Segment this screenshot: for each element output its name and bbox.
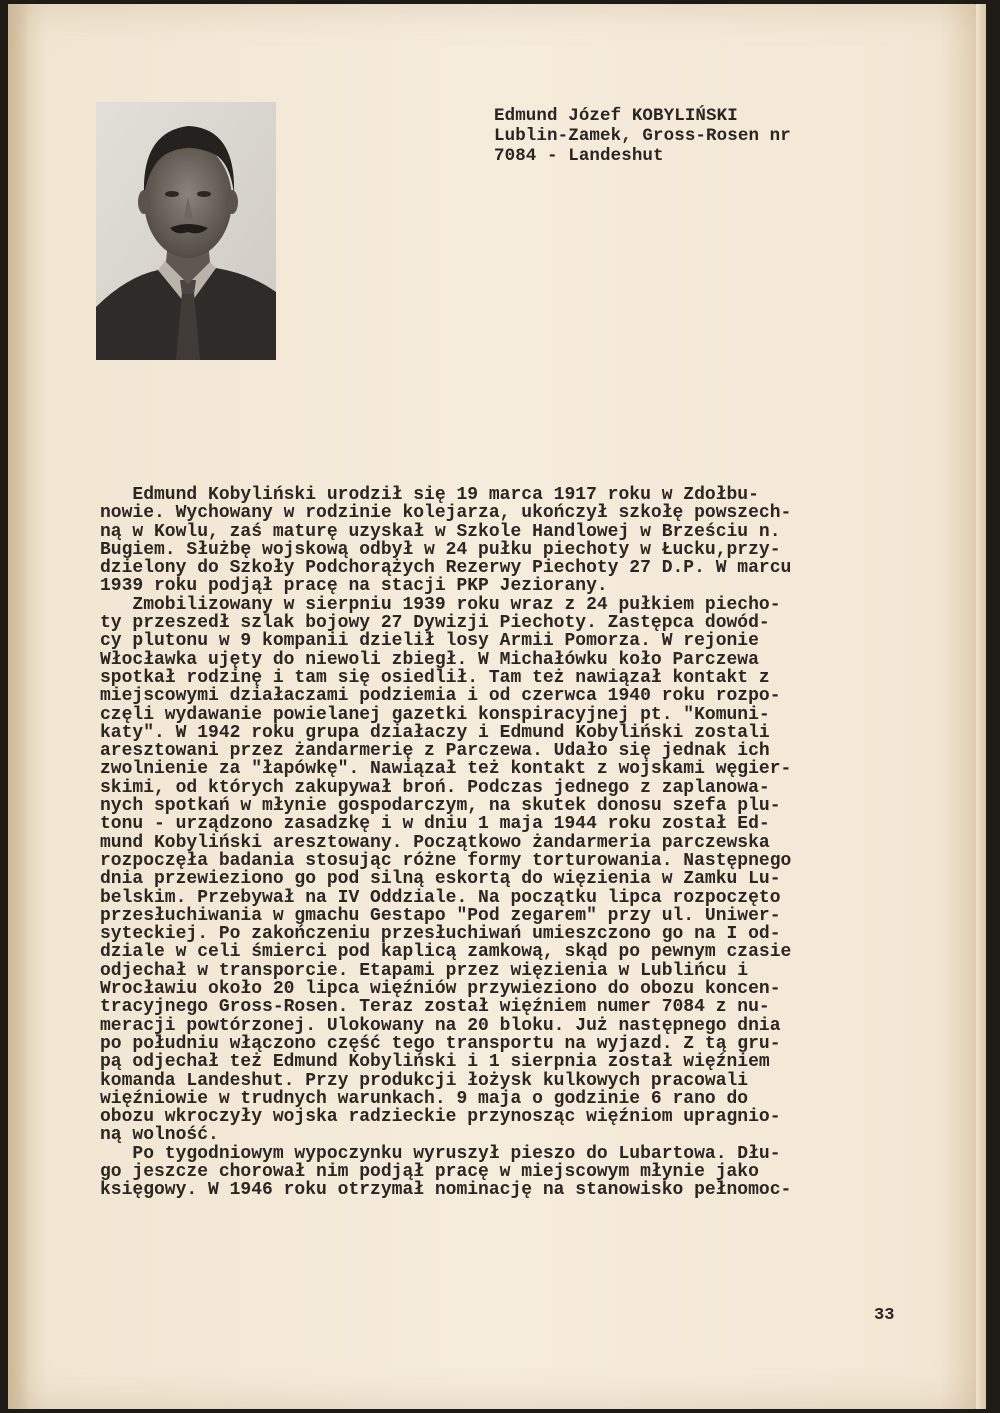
text-line: belskim. Przebywał na IV Oddziale. Na początku lipca rozpoczęto <box>100 887 781 908</box>
text-line: dzielony do Szkoły Podchorążych Rezerwy Piechoty 27 D.P. W marcu <box>100 558 792 579</box>
text-line: ty przeszedł szlak bojowy 27 Dywizji Piechoty. Zastępca dowód- <box>100 613 770 634</box>
page-number: 33 <box>874 1306 895 1325</box>
text-line: pą odjechał też Edmund Kobyliński i 1 sierpnia został więźniem <box>100 1052 770 1073</box>
text-line: dziale w celi śmierci pod kaplicą zamkową, skąd po pewnym czasie <box>100 942 792 963</box>
text-line: Wrocławiu około 20 lipca więźniów przywieziono do obozu koncen- <box>100 979 781 1000</box>
text-line: tracyjnego Gross-Rosen. Teraz został więźniem numer 7084 z nu- <box>100 997 770 1018</box>
text-line: ną w Kowlu, zaś maturę uzyskał w Szkole Handlowej w Brześciu n. <box>100 521 781 542</box>
prisoner-number-line: 7084 - Landeshut <box>494 146 664 166</box>
text-line: mund Kobyliński aresztowany. Początkowo żandarmeria parczewska <box>100 832 770 853</box>
portrait-photo <box>96 102 276 360</box>
text-line: księgowy. W 1946 roku otrzymał nominację na stanowisko pełnomoc- <box>100 1180 792 1201</box>
text-line: katy". W 1942 roku grupa działaczy i Edmund Kobyliński zostali <box>100 722 770 743</box>
text-line: skimi, od których zakupywał broń. Podczas jednego z zaplanowa- <box>100 777 770 798</box>
text-line: więźniowie w trudnych warunkach. 9 maja o godzinie 6 rano do <box>100 1088 749 1109</box>
text-line: obozu wkroczyły wojska radzieckie przynosząc więźniom upragnio- <box>100 1107 781 1128</box>
text-line: odjechał w transporcie. Etapami przez więzienia w Lublińcu i <box>100 960 749 981</box>
text-line: nych spotkań w młynie gospodarczym, na skutek donosu szefa plu- <box>100 796 781 817</box>
text-line: miejscowymi działaczami podziemia i od czerwca 1940 roku rozpo- <box>100 686 781 707</box>
text-line: rozpoczęła badania stosując różne formy torturowania. Następnego <box>100 850 792 871</box>
text-line: nowie. Wychowany w rodzinie kolejarza, ukończył szkołę powszech- <box>100 503 792 524</box>
text-line: 1939 roku podjął pracę na stacji PKP Jeziorany. <box>100 576 608 597</box>
person-name: Edmund Józef KOBYLIŃSKI <box>494 106 738 126</box>
text-line: Po tygodniowym wypoczynku wyruszył pieszo do Lubartowa. Dłu- <box>100 1143 781 1164</box>
biography-text <box>100 486 885 1200</box>
text-line: zwolnienie za "łapówkę". Nawiązał też kontakt z wojskami węgier- <box>100 759 792 780</box>
text-line: meracji powtórzonej. Ulokowany na 20 bloku. Już następnego dnia <box>100 1015 781 1036</box>
text-line: częli wydawanie powielanej gazetki konspiracyjnej pt. "Komuni- <box>100 704 770 725</box>
text-line: komanda Landeshut. Przy produkcji łożysk kulkowych pracowali <box>100 1070 749 1091</box>
text-line: Włocławka ujęty do niewoli zbiegł. W Michałówku koło Parczewa <box>100 649 759 670</box>
text-line: syteckiej. Po zakończeniu przesłuchiwań umieszczono go na I od- <box>100 924 781 945</box>
text-line: Zmobilizowany w sierpniu 1939 roku wraz z 24 pułkiem piecho- <box>100 594 781 615</box>
header-block <box>494 106 934 166</box>
text-line: Bugiem. Służbę wojskową odbył w 24 pułku piechoty w Łucku,przy- <box>100 539 781 560</box>
text-line: aresztowani przez żandarmerię z Parczewa. Udało się jednak ich <box>100 741 770 762</box>
text-line: Edmund Kobyliński urodził się 19 marca 1917 roku w Zdołbu- <box>100 485 759 505</box>
page-gutter-shadow <box>8 4 30 1409</box>
text-line: ną wolność. <box>100 1125 219 1146</box>
text-line: go jeszcze chorował nim podjął pracę w miejscowym młynie jako <box>100 1161 759 1182</box>
page-edge <box>976 4 986 1409</box>
text-line: dnia przewieziono go pod silną eskortą do więzienia w Zamku Lu- <box>100 869 781 890</box>
text-line: tonu - urządzono zasadzkę i w dniu 1 maja 1944 roku został Ed- <box>100 814 770 835</box>
text-line: spotkał rodzinę i tam się osiedlił. Tam też nawiązał kontakt z <box>100 667 770 688</box>
text-line: przesłuchiwania w gmachu Gestapo "Pod zegarem" przy ul. Uniwer- <box>100 905 781 926</box>
text-line: cy plutonu w 9 kompanii dzielił losy Armii Pomorza. W rejonie <box>100 631 759 652</box>
text-line: po południu włączono część tego transportu na wyjazd. Z tą gru- <box>100 1033 781 1054</box>
camps-line: Lublin-Zamek, Gross-Rosen nr <box>494 126 791 146</box>
